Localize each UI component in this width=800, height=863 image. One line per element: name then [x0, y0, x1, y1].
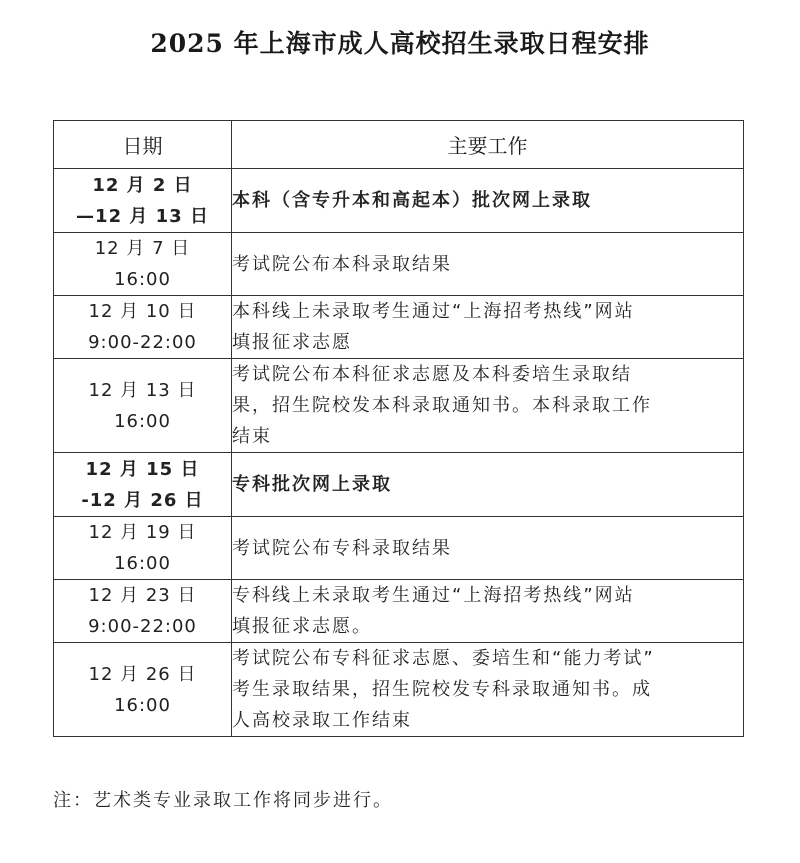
date-line: 12 月 10 日	[88, 301, 197, 322]
table-row	[54, 517, 744, 580]
date-line: 12 月 13 日	[88, 379, 197, 401]
date-line: 9:00-22:00	[88, 332, 197, 353]
date-line: 16:00	[114, 269, 171, 290]
date-cell	[54, 643, 232, 737]
work-line: 结束	[232, 426, 272, 447]
work-line: 专科线上未录取考生通过“上海招考热线”网站	[232, 585, 635, 606]
work-line: 考试院公布本科征求志愿及本科委培生录取结	[232, 364, 632, 385]
date-line: 12 月 23 日	[88, 585, 197, 606]
date-line: 12 月 15 日	[85, 458, 200, 480]
date-cell	[54, 453, 232, 517]
date-line: 9:00-22:00	[88, 616, 197, 637]
date-cell	[54, 580, 232, 643]
header-work: 主要工作	[232, 121, 744, 169]
table-row	[54, 233, 744, 296]
work-line: 考生录取结果，招生院校发专科录取通知书。成	[232, 679, 652, 700]
header-date: 日期	[54, 121, 232, 169]
table-header-row	[54, 121, 744, 169]
work-cell	[232, 233, 744, 296]
work-cell	[232, 580, 744, 643]
work-line: 考试院公布专科征求志愿、委培生和“能力考试”	[232, 648, 655, 669]
work-cell	[232, 453, 744, 517]
table-row	[54, 169, 744, 233]
table-body	[54, 169, 744, 737]
page-title: 2025 年上海市成人高校招生录取日程安排	[150, 29, 650, 58]
date-cell	[54, 233, 232, 296]
date-line: 16:00	[114, 694, 171, 716]
schedule-table	[53, 120, 744, 737]
work-line: 专科批次网上录取	[232, 474, 392, 495]
work-cell	[232, 517, 744, 580]
footnote: 注：艺术类专业录取工作将同步进行。	[53, 790, 393, 811]
work-line: 填报征求志愿。	[232, 616, 372, 637]
work-line: 填报征求志愿	[232, 332, 352, 353]
work-cell	[232, 359, 744, 453]
work-line: 本科线上未录取考生通过“上海招考热线”网站	[232, 301, 635, 322]
table-row	[54, 296, 744, 359]
date-line: 12 月 26 日	[88, 663, 197, 685]
work-cell	[232, 169, 744, 233]
table-row	[54, 359, 744, 453]
work-cell	[232, 643, 744, 737]
date-cell	[54, 296, 232, 359]
table-row	[54, 643, 744, 737]
work-line: 考试院公布专科录取结果	[232, 537, 452, 559]
date-line: —12 月 13 日	[76, 205, 209, 227]
work-line: 果，招生院校发本科录取通知书。本科录取工作	[232, 395, 652, 416]
date-line: 12 月 2 日	[92, 174, 193, 196]
work-line: 考试院公布本科录取结果	[232, 253, 452, 275]
date-line: -12 月 26 日	[81, 489, 204, 511]
table-row	[54, 453, 744, 517]
date-line: 16:00	[114, 410, 171, 432]
date-line: 12 月 19 日	[88, 522, 197, 543]
work-line: 本科（含专升本和高起本）批次网上录取	[232, 190, 592, 211]
work-cell	[232, 296, 744, 359]
work-line: 人高校录取工作结束	[232, 710, 412, 731]
date-line: 12 月 7 日	[94, 238, 191, 259]
date-cell	[54, 517, 232, 580]
date-cell	[54, 359, 232, 453]
date-cell	[54, 169, 232, 233]
table-row	[54, 580, 744, 643]
date-line: 16:00	[114, 553, 171, 574]
